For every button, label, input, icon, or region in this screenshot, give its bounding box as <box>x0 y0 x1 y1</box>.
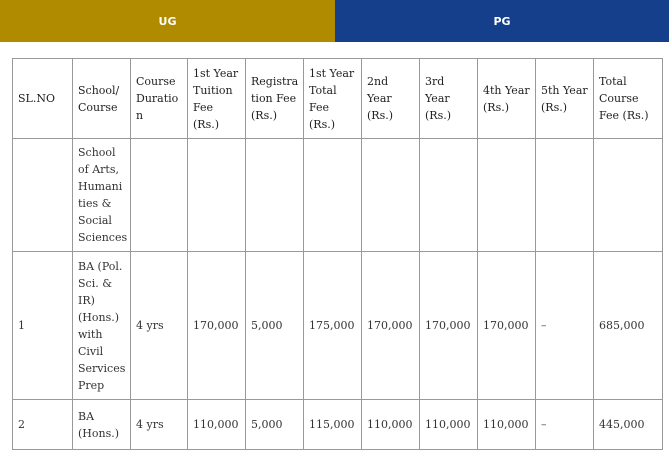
header-4th-year: 4th Year (Rs.) <box>478 59 536 139</box>
fee-table <box>12 58 663 450</box>
cell-2nd-year: 110,000 <box>362 400 420 450</box>
cell-1st-year-total: 175,000 <box>304 252 362 400</box>
cell-total-course-fee <box>594 139 663 252</box>
cell-registration-fee <box>246 139 304 252</box>
cell-tuition-fee: 170,000 <box>188 252 246 400</box>
cell-school-course: School of Arts, Humani ties & Social Sciences <box>73 139 131 252</box>
header-registration-fee: Registra tion Fee (Rs.) <box>246 59 304 139</box>
tab-pg[interactable]: PG <box>335 0 669 42</box>
cell-school-course: BA (Hons.) <box>73 400 131 450</box>
header-2nd-year: 2nd Year (Rs.) <box>362 59 420 139</box>
cell-school-course: BA (Pol. Sci. & IR) (Hons.) with Civil Services Prep <box>73 252 131 400</box>
cell-2nd-year: 170,000 <box>362 252 420 400</box>
cell-total-course-fee: 445,000 <box>594 400 663 450</box>
header-5th-year: 5th Year (Rs.) <box>536 59 594 139</box>
cell-3rd-year: 170,000 <box>420 252 478 400</box>
program-tabs <box>0 0 669 42</box>
header-total-course-fee: Total Course Fee (Rs.) <box>594 59 663 139</box>
table-row <box>13 252 663 400</box>
cell-3rd-year <box>420 139 478 252</box>
tab-ug[interactable]: UG <box>0 0 335 42</box>
fee-table-container <box>12 58 663 450</box>
cell-4th-year <box>478 139 536 252</box>
cell-4th-year: 110,000 <box>478 400 536 450</box>
table-row <box>13 400 663 450</box>
cell-tuition-fee <box>188 139 246 252</box>
cell-sl-no: 2 <box>13 400 73 450</box>
header-course-duration: Course Duratio n <box>131 59 188 139</box>
header-sl-no: SL.NO <box>13 59 73 139</box>
cell-duration: 4 yrs <box>131 252 188 400</box>
cell-3rd-year: 110,000 <box>420 400 478 450</box>
header-1st-year-total-fee: 1st Year Total Fee (Rs.) <box>304 59 362 139</box>
cell-sl-no <box>13 139 73 252</box>
table-header-row <box>13 59 663 139</box>
cell-total-course-fee: 685,000 <box>594 252 663 400</box>
cell-5th-year: – <box>536 252 594 400</box>
cell-duration: 4 yrs <box>131 400 188 450</box>
cell-sl-no: 1 <box>13 252 73 400</box>
table-row <box>13 139 663 252</box>
cell-tuition-fee: 110,000 <box>188 400 246 450</box>
header-1st-year-tuition-fee: 1st Year Tuition Fee (Rs.) <box>188 59 246 139</box>
cell-5th-year: – <box>536 400 594 450</box>
cell-registration-fee: 5,000 <box>246 252 304 400</box>
header-school-course: School/ Course <box>73 59 131 139</box>
cell-registration-fee: 5,000 <box>246 400 304 450</box>
cell-5th-year <box>536 139 594 252</box>
cell-2nd-year <box>362 139 420 252</box>
header-3rd-year: 3rd Year (Rs.) <box>420 59 478 139</box>
cell-1st-year-total <box>304 139 362 252</box>
cell-duration <box>131 139 188 252</box>
cell-4th-year: 170,000 <box>478 252 536 400</box>
cell-1st-year-total: 115,000 <box>304 400 362 450</box>
